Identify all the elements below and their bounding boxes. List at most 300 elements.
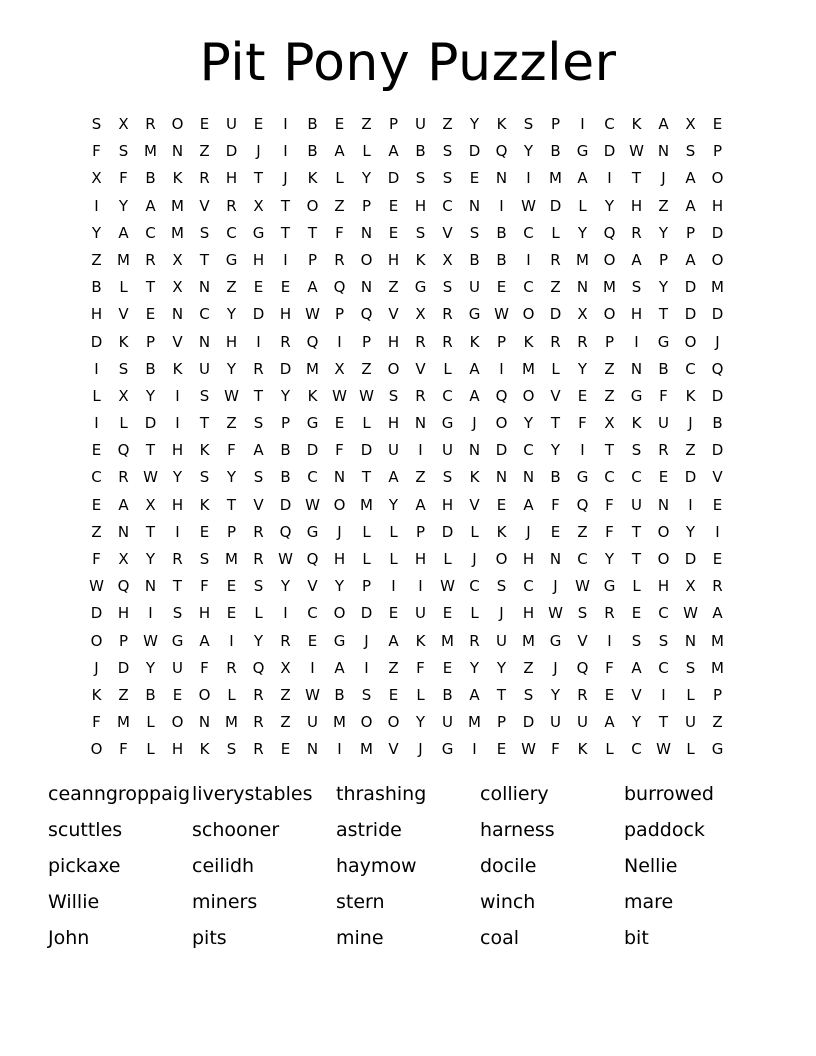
grid-letter: H bbox=[333, 550, 346, 568]
grid-letter: F bbox=[227, 441, 236, 460]
grid-letter: L bbox=[470, 604, 479, 623]
grid-letter: B bbox=[658, 359, 669, 378]
grid-letter: D bbox=[279, 495, 292, 514]
grid-letter: O bbox=[387, 713, 400, 732]
grid-letter: E bbox=[334, 115, 345, 133]
grid-letter: J bbox=[94, 658, 99, 677]
grid-letter: E bbox=[253, 115, 264, 133]
grid-letter: Y bbox=[145, 658, 156, 677]
grid-letter: Z bbox=[388, 658, 399, 677]
grid-letter: I bbox=[580, 115, 585, 133]
grid-letter: J bbox=[418, 740, 423, 759]
grid-letter: T bbox=[226, 495, 237, 514]
word-item: burrowed bbox=[624, 783, 714, 805]
grid-letter: M bbox=[360, 495, 373, 514]
grid-letter: I bbox=[688, 495, 693, 514]
grid-letter: Y bbox=[415, 713, 426, 732]
grid-letter: T bbox=[658, 305, 669, 324]
grid-letter: Y bbox=[226, 305, 237, 324]
grid-letter: M bbox=[441, 631, 454, 650]
grid-letter: M bbox=[549, 169, 562, 188]
grid-letter: W bbox=[143, 631, 158, 650]
grid-letter: W bbox=[656, 740, 671, 759]
grid-letter: B bbox=[280, 441, 291, 460]
grid-letter: N bbox=[576, 278, 589, 297]
grid-letter: Y bbox=[226, 359, 237, 378]
grid-letter: L bbox=[335, 169, 344, 188]
word-item: mare bbox=[624, 891, 674, 913]
grid-letter: I bbox=[607, 631, 612, 650]
grid-letter: K bbox=[631, 414, 642, 433]
grid-letter: Q bbox=[279, 522, 292, 541]
grid-row bbox=[83, 111, 731, 138]
grid-letter: F bbox=[92, 713, 101, 732]
grid-letter: M bbox=[171, 196, 184, 215]
grid-letter: B bbox=[469, 250, 480, 269]
grid-letter: L bbox=[551, 359, 560, 378]
grid-row bbox=[83, 464, 731, 491]
grid-letter: E bbox=[253, 278, 264, 297]
grid-letter: C bbox=[631, 740, 642, 759]
grid-letter: D bbox=[90, 604, 103, 623]
grid-letter: E bbox=[388, 196, 399, 215]
grid-letter: U bbox=[469, 278, 480, 297]
grid-letter: O bbox=[171, 713, 184, 732]
grid-letter: J bbox=[553, 658, 558, 677]
grid-letter: O bbox=[495, 550, 508, 568]
grid-letter: T bbox=[199, 250, 210, 269]
word-item: haymow bbox=[336, 855, 417, 877]
grid-letter: H bbox=[117, 604, 130, 623]
grid-letter: S bbox=[442, 142, 453, 161]
grid-letter: E bbox=[280, 278, 291, 297]
grid-letter: Z bbox=[712, 713, 723, 732]
grid-letter: D bbox=[711, 386, 724, 405]
grid-letter: U bbox=[199, 359, 210, 378]
grid-letter: Q bbox=[576, 658, 589, 677]
grid-letter: B bbox=[712, 414, 723, 433]
grid-letter: O bbox=[657, 550, 670, 568]
grid-letter: O bbox=[603, 305, 616, 324]
grid-letter: J bbox=[688, 414, 693, 433]
grid-letter: H bbox=[441, 495, 454, 514]
grid-letter: P bbox=[685, 223, 696, 242]
grid-letter: L bbox=[686, 685, 695, 704]
grid-letter: S bbox=[415, 223, 426, 242]
grid-letter: L bbox=[146, 740, 155, 759]
grid-letter: Z bbox=[361, 359, 372, 378]
grid-letter: N bbox=[117, 522, 130, 541]
grid-letter: W bbox=[305, 495, 320, 514]
word-item: harness bbox=[480, 819, 555, 841]
grid-letter: S bbox=[631, 631, 642, 650]
grid-row bbox=[83, 410, 731, 437]
grid-letter: S bbox=[91, 115, 102, 133]
word-item: coal bbox=[480, 927, 519, 949]
grid-letter: F bbox=[578, 414, 587, 433]
grid-letter: P bbox=[388, 115, 399, 133]
grid-letter: Y bbox=[145, 550, 156, 568]
grid-letter: A bbox=[415, 495, 426, 514]
grid-letter: B bbox=[145, 685, 156, 704]
grid-letter: R bbox=[253, 359, 264, 378]
word-item: Willie bbox=[48, 891, 100, 913]
grid-letter: G bbox=[576, 142, 589, 161]
grid-letter: V bbox=[172, 332, 183, 351]
grid-letter: F bbox=[605, 522, 614, 541]
grid-letter: R bbox=[253, 550, 264, 568]
grid-letter: C bbox=[604, 468, 615, 487]
grid-letter: J bbox=[715, 332, 720, 351]
grid-letter: B bbox=[145, 359, 156, 378]
grid-letter: J bbox=[472, 414, 477, 433]
grid-letter: E bbox=[172, 685, 183, 704]
grid-letter: S bbox=[415, 169, 426, 188]
grid-letter: I bbox=[175, 414, 180, 433]
grid-letter: Q bbox=[306, 332, 319, 351]
grid-letter: S bbox=[253, 577, 264, 596]
grid-letter: Y bbox=[172, 468, 183, 487]
grid-letter: E bbox=[388, 223, 399, 242]
grid-letter: B bbox=[442, 685, 453, 704]
grid-letter: I bbox=[499, 196, 504, 215]
grid-letter: Q bbox=[117, 577, 130, 596]
grid-letter: G bbox=[414, 278, 427, 297]
grid-letter: L bbox=[389, 522, 398, 541]
grid-letter: I bbox=[418, 441, 423, 460]
grid-letter: A bbox=[577, 169, 588, 188]
grid-letter: P bbox=[361, 577, 372, 596]
grid-letter: D bbox=[117, 658, 130, 677]
grid-letter: G bbox=[630, 386, 643, 405]
grid-letter: E bbox=[388, 685, 399, 704]
grid-letter: D bbox=[684, 550, 697, 568]
grid-letter: S bbox=[523, 115, 534, 133]
grid-letter: C bbox=[523, 577, 534, 596]
grid-letter: Y bbox=[550, 441, 561, 460]
grid-letter: D bbox=[603, 142, 616, 161]
grid-letter: W bbox=[359, 386, 374, 405]
grid-letter: D bbox=[495, 441, 508, 460]
grid-letter: S bbox=[253, 468, 264, 487]
grid-letter: M bbox=[306, 359, 319, 378]
word-item: mine bbox=[336, 927, 384, 949]
grid-letter: F bbox=[551, 740, 560, 759]
grid-letter: G bbox=[576, 468, 589, 487]
grid-row bbox=[83, 519, 731, 546]
grid-letter: Z bbox=[577, 522, 588, 541]
grid-letter: T bbox=[253, 169, 264, 188]
grid-letter: Z bbox=[442, 115, 453, 133]
grid-letter: B bbox=[307, 115, 318, 133]
grid-letter: Y bbox=[577, 359, 588, 378]
grid-letter: C bbox=[145, 223, 156, 242]
grid-row bbox=[83, 247, 731, 274]
grid-letter: P bbox=[658, 250, 669, 269]
grid-letter: S bbox=[199, 223, 210, 242]
word-item: scuttles bbox=[48, 819, 123, 841]
grid-letter: W bbox=[305, 305, 320, 324]
grid-letter: D bbox=[684, 278, 697, 297]
word-item: ceilidh bbox=[192, 855, 255, 877]
grid-letter: B bbox=[415, 142, 426, 161]
grid-letter: W bbox=[494, 305, 509, 324]
grid-letter: V bbox=[550, 386, 561, 405]
grid-letter: A bbox=[685, 250, 696, 269]
grid-letter: C bbox=[307, 468, 318, 487]
grid-letter: H bbox=[387, 414, 400, 433]
grid-letter: A bbox=[469, 359, 480, 378]
grid-letter: M bbox=[333, 713, 346, 732]
grid-letter: U bbox=[685, 713, 696, 732]
grid-letter: A bbox=[712, 604, 723, 623]
grid-letter: W bbox=[332, 386, 347, 405]
grid-row bbox=[83, 546, 731, 573]
grid-letter: E bbox=[334, 414, 345, 433]
grid-letter: I bbox=[94, 359, 99, 378]
grid-letter: N bbox=[198, 332, 211, 351]
grid-letter: Y bbox=[604, 196, 615, 215]
grid-letter: P bbox=[712, 142, 723, 161]
grid-letter: V bbox=[712, 468, 723, 487]
grid-letter: X bbox=[415, 305, 426, 324]
grid-letter: Z bbox=[226, 414, 237, 433]
grid-letter: I bbox=[472, 740, 477, 759]
grid-letter: D bbox=[468, 142, 481, 161]
grid-letter: D bbox=[387, 169, 400, 188]
grid-letter: N bbox=[549, 550, 562, 568]
grid-row bbox=[83, 356, 731, 383]
grid-letter: P bbox=[226, 522, 237, 541]
grid-letter: X bbox=[442, 250, 453, 269]
grid-letter: B bbox=[496, 250, 507, 269]
grid-letter: R bbox=[415, 386, 426, 405]
grid-letter: G bbox=[333, 631, 346, 650]
grid-letter: T bbox=[631, 169, 642, 188]
grid-letter: T bbox=[631, 550, 642, 568]
grid-letter: K bbox=[307, 169, 318, 188]
grid-letter: Y bbox=[577, 223, 588, 242]
grid-letter: Q bbox=[117, 441, 130, 460]
word-row bbox=[48, 884, 768, 920]
grid-letter: R bbox=[226, 196, 237, 215]
grid-row bbox=[83, 709, 731, 736]
grid-letter: Q bbox=[306, 550, 319, 568]
grid-letter: O bbox=[90, 740, 103, 759]
grid-letter: O bbox=[711, 250, 724, 269]
word-item: astride bbox=[336, 819, 402, 841]
grid-letter: J bbox=[553, 577, 558, 596]
grid-letter: U bbox=[658, 414, 669, 433]
grid-letter: L bbox=[605, 740, 614, 759]
grid-letter: D bbox=[279, 359, 292, 378]
grid-letter: S bbox=[442, 278, 453, 297]
grid-letter: P bbox=[280, 414, 291, 433]
grid-letter: M bbox=[360, 740, 373, 759]
grid-letter: Q bbox=[711, 359, 724, 378]
grid-letter: K bbox=[523, 332, 534, 351]
grid-row bbox=[83, 274, 731, 301]
grid-letter: D bbox=[306, 441, 319, 460]
grid-letter: R bbox=[577, 332, 588, 351]
grid-letter: Z bbox=[388, 278, 399, 297]
grid-letter: Z bbox=[685, 441, 696, 460]
grid-letter: Y bbox=[361, 169, 372, 188]
grid-letter: W bbox=[683, 604, 698, 623]
grid-letter: X bbox=[604, 414, 615, 433]
grid-letter: R bbox=[145, 115, 156, 133]
grid-letter: O bbox=[387, 359, 400, 378]
grid-letter: G bbox=[603, 577, 616, 596]
grid-letter: A bbox=[388, 468, 399, 487]
grid-letter: E bbox=[496, 740, 507, 759]
grid-letter: W bbox=[521, 740, 536, 759]
grid-letter: P bbox=[604, 332, 615, 351]
grid-letter: I bbox=[283, 142, 288, 161]
grid-letter: R bbox=[199, 169, 210, 188]
grid-letter: M bbox=[711, 631, 724, 650]
grid-row bbox=[83, 600, 731, 627]
grid-letter: T bbox=[631, 522, 642, 541]
grid-letter: R bbox=[631, 223, 642, 242]
grid-letter: A bbox=[118, 223, 129, 242]
grid-letter: S bbox=[685, 142, 696, 161]
grid-letter: Z bbox=[334, 196, 345, 215]
grid-letter: H bbox=[630, 305, 643, 324]
grid-letter: O bbox=[306, 196, 319, 215]
grid-letter: R bbox=[253, 740, 264, 759]
grid-letter: Y bbox=[523, 414, 534, 433]
grid-letter: O bbox=[333, 495, 346, 514]
grid-letter: S bbox=[685, 658, 696, 677]
grid-letter: P bbox=[496, 713, 507, 732]
grid-letter: J bbox=[337, 522, 342, 541]
grid-letter: S bbox=[469, 223, 480, 242]
grid-letter: U bbox=[631, 495, 642, 514]
grid-letter: U bbox=[388, 441, 399, 460]
grid-letter: V bbox=[199, 196, 210, 215]
grid-letter: S bbox=[253, 414, 264, 433]
grid-letter: M bbox=[225, 550, 238, 568]
grid-letter: F bbox=[551, 495, 560, 514]
grid-letter: S bbox=[118, 359, 129, 378]
grid-letter: F bbox=[200, 658, 209, 677]
grid-letter: S bbox=[442, 468, 453, 487]
grid-letter: F bbox=[92, 550, 101, 568]
letter-grid bbox=[83, 111, 731, 764]
word-item: ceanngroppaig bbox=[48, 783, 191, 805]
grid-letter: D bbox=[225, 142, 238, 161]
grid-letter: V bbox=[253, 495, 264, 514]
grid-letter: C bbox=[523, 441, 534, 460]
grid-letter: H bbox=[252, 250, 265, 269]
grid-letter: Y bbox=[496, 658, 507, 677]
grid-letter: B bbox=[307, 142, 318, 161]
grid-letter: Y bbox=[604, 550, 615, 568]
grid-letter: S bbox=[577, 604, 588, 623]
grid-letter: O bbox=[90, 631, 103, 650]
grid-letter: Z bbox=[604, 359, 615, 378]
grid-letter: H bbox=[414, 550, 427, 568]
grid-letter: Z bbox=[226, 278, 237, 297]
grid-letter: Z bbox=[118, 685, 129, 704]
grid-letter: E bbox=[91, 441, 102, 460]
grid-letter: S bbox=[361, 685, 372, 704]
grid-letter: Q bbox=[252, 658, 265, 677]
grid-letter: W bbox=[305, 685, 320, 704]
grid-letter: N bbox=[495, 468, 508, 487]
grid-letter: N bbox=[684, 631, 697, 650]
grid-letter: Y bbox=[685, 522, 696, 541]
grid-letter: X bbox=[118, 550, 129, 568]
grid-letter: Y bbox=[523, 142, 534, 161]
grid-letter: E bbox=[280, 740, 291, 759]
grid-letter: W bbox=[521, 196, 536, 215]
word-item: stern bbox=[336, 891, 385, 913]
grid-letter: R bbox=[604, 604, 615, 623]
grid-letter: A bbox=[604, 713, 615, 732]
grid-row bbox=[83, 628, 731, 655]
grid-letter: I bbox=[283, 115, 288, 133]
grid-letter: X bbox=[172, 250, 183, 269]
grid-letter: R bbox=[550, 332, 561, 351]
grid-letter: D bbox=[711, 305, 724, 324]
grid-letter: T bbox=[658, 713, 669, 732]
grid-letter: V bbox=[442, 223, 453, 242]
grid-letter: U bbox=[496, 631, 507, 650]
grid-letter: K bbox=[91, 685, 102, 704]
grid-letter: L bbox=[362, 142, 371, 161]
grid-letter: G bbox=[306, 522, 319, 541]
grid-letter: C bbox=[469, 577, 480, 596]
grid-letter: K bbox=[469, 332, 480, 351]
grid-letter: J bbox=[661, 169, 666, 188]
grid-letter: R bbox=[226, 658, 237, 677]
grid-letter: K bbox=[496, 115, 507, 133]
grid-letter: R bbox=[253, 713, 264, 732]
grid-letter: N bbox=[414, 414, 427, 433]
grid-letter: L bbox=[416, 685, 425, 704]
grid-letter: Y bbox=[658, 223, 669, 242]
grid-letter: N bbox=[171, 305, 184, 324]
grid-letter: S bbox=[523, 685, 534, 704]
grid-letter: D bbox=[360, 604, 373, 623]
grid-letter: P bbox=[118, 631, 129, 650]
grid-letter: R bbox=[118, 468, 129, 487]
grid-letter: N bbox=[360, 223, 373, 242]
grid-letter: R bbox=[658, 441, 669, 460]
grid-letter: C bbox=[631, 468, 642, 487]
grid-letter: I bbox=[337, 332, 342, 351]
grid-letter: K bbox=[577, 740, 588, 759]
grid-letter: F bbox=[335, 441, 344, 460]
grid-letter: H bbox=[657, 577, 670, 596]
grid-letter: A bbox=[253, 441, 264, 460]
word-row bbox=[48, 776, 768, 812]
grid-letter: B bbox=[145, 169, 156, 188]
grid-letter: Z bbox=[658, 196, 669, 215]
grid-letter: Z bbox=[604, 386, 615, 405]
grid-letter: Y bbox=[253, 631, 264, 650]
grid-letter: V bbox=[388, 740, 399, 759]
grid-letter: Z bbox=[361, 115, 372, 133]
grid-letter: Y bbox=[550, 685, 561, 704]
grid-letter: A bbox=[388, 142, 399, 161]
grid-letter: M bbox=[225, 713, 238, 732]
grid-letter: E bbox=[469, 169, 480, 188]
grid-letter: I bbox=[580, 441, 585, 460]
grid-letter: N bbox=[522, 468, 535, 487]
